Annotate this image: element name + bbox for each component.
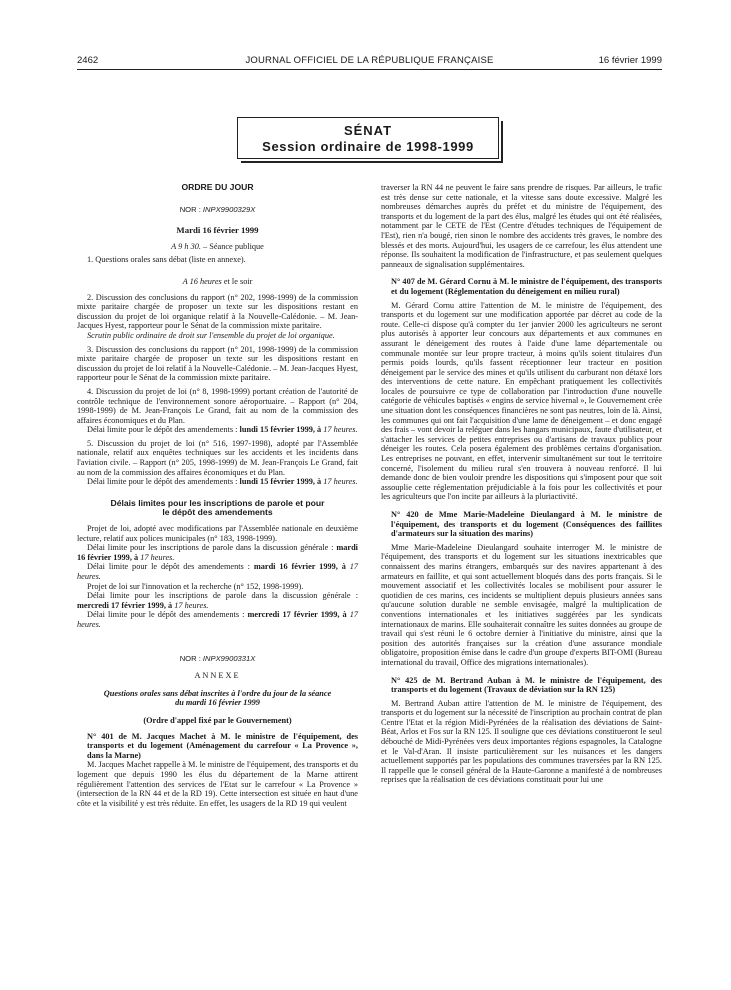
agenda-item-3: 3. Discussion des conclusions du rapport (n° 201, 1998-1999) de la commission mixte paritaire chargée de proposer un texte sur les dispositions restant en discussion du projet de loi relatif à la Nouvelle-Calédonie. – M. Jean-Jacques Hyest, rapporteur pour le Sénat de la commission mixte paritaire. bbox=[77, 344, 358, 383]
agenda-item-2-note: Scrutin public ordinaire de droit sur l'ensemble du projet de loi organique. bbox=[87, 330, 335, 340]
deadline-bill-2-speaking: Délai limite pour les inscriptions de parole dans la discussion générale : mercredi 17 février 1999, à 17 heures. bbox=[77, 591, 358, 610]
page-number: 2462 bbox=[77, 55, 99, 66]
agenda-item-5: 5. Discussion du projet de loi (n° 516, 1997-1998), adopté par l'Assemblée nationale, relatif aux enquêtes techniques sur les accidents et les incidents dans l'aviation civile. – Rapport (n° 205, 1998-1999) de M. Jean-François Le Grand, fait au nom de la commission des affaires économiques et du Plan. bbox=[77, 438, 358, 477]
question-401-body: M. Jacques Machet rappelle à M. le ministre de l'équipement, des transports et du logement que depuis 1990 les élus du département de la Marne attirent régulièrement l'attention des services de l'Etat sur le carrefour « La Provence » (intersection de la RN 44 et de la RD 19). Cette intersection est située en haut d'une côte et la visibilité y est très réduite. En effet, les usagers de la RD 19 qui veulent bbox=[77, 760, 358, 808]
deadline-bill-1-speaking: Délai limite pour les inscriptions de parole dans la discussion générale : mardi 16 février 1999, à 17 heures. bbox=[77, 543, 358, 562]
question-407-heading: N° 407 de M. Gérard Cornu à M. le ministre de l'équipement, des transports et du logement (Réglementation du déneigement en milieu rural) bbox=[391, 277, 662, 296]
question-420-body: Mme Marie-Madeleine Dieulangard souhaite interroger M. le ministre de l'équipement, des transports et du logement sur les situations inextricables que connaissent des marins étrangers, embarqués sur des navires appartenant à des armateurs en faillite, et qui sont actuellement bloqués dans des ports français. Si le mouvement associatif et les collectivités locales se mobilisent pour assurer le quotidien de ces marins, ces incidents se multiplient depuis plusieurs années sans qu'aucune solution durable ne semble envisagée, malgré la multiplication de conventions internationales et les initiatives suggérées par les syndicats internationaux de marins. Elle souhaiterait connaître les suites données au groupe de travail qui s'est réuni le 6 octobre dernier à l'initiative du ministre, ainsi que la position des autorités françaises sur la création d'une assurance mondiale obligatoire, proposition émise dans le cadre d'un groupe d'experts BIT-OMI (Bureau international du travail, Office des migrations internationales). bbox=[381, 542, 662, 667]
order-of-day-title: ORDRE DU JOUR bbox=[181, 182, 254, 192]
nor-reference-2: NOR : INPX9900331X bbox=[179, 653, 256, 663]
journal-title: JOURNAL OFFICIEL DE LA RÉPUBLIQUE FRANÇAISE bbox=[245, 55, 494, 66]
deadline-bill-1-amendments: Délai limite pour le dépôt des amendements : mardi 16 février 1999, à 17 heures. bbox=[77, 562, 359, 581]
page-header bbox=[77, 55, 662, 70]
question-407-body: M. Gérard Cornu attire l'attention de M. le ministre de l'équipement, des transports et du logement sur une modification apportée par décret au code de la route. Celle-ci dispose qu'à compter du 1er janvier 2000 les agriculteurs ne seront plus autorisés à apporter leur concours aux départements et aux communes en assurant le déneigement des routes à l'aide d'une lame départementale ou communale montée sur leur propre tracteur, à moins qu'ils soient titulaires d'un permis poids lourds, qu'ils fassent réceptionner leur tracteur en position déneigement par le service des mines et qu'ils utilisent du carburant non détaxé lors des interventions de cette nature. En empêchant pratiquement les collectivités locales de poursuivre ce type de collaboration par l'introduction d'une nouvelle catégorie de véhicules baptisés « engins de service hivernal », le Gouvernement crée une situation dont les conséquences financières ne sont pas neutres, loin de là. Ainsi, les communes qui ont fait l'acquisition d'une lame de déneigement – et donc engagé des frais – vont devoir la reléguer dans les hangars municipaux, faute d'utilisateur, et s'attacher les services de petites entreprises ou d'artisans de travaux publics pour déneiger les routes. Cela posera également des problèmes certains d'organisation. Les entreprises ne pouvant, en effet, intervenir simultanément sur tout le territoire concerné, l'isolement du milieu rural s'en trouvera à nouveau renforcé. Il lui demande donc de bien vouloir prendre les dispositions qui s'imposent pour que soit assouplie cette réglementation préjudiciable à la fois pour les collectivités et pour les agriculteurs que l'on incite par ailleurs à la pluriactivité. bbox=[381, 300, 662, 502]
annex-subtitle: Questions orales sans débat inscrites à l'ordre du jour de la séance du mardi 16 février 1999 bbox=[103, 688, 332, 708]
question-425-heading: N° 425 de M. Bertrand Auban à M. le ministre de l'équipement, des transports et du logement (Travaux de déviation sur la RN 125) bbox=[391, 675, 662, 695]
session-time-2: A 16 heures et le soir bbox=[182, 276, 253, 286]
nor-reference-1: NOR : INPX9900329X bbox=[179, 204, 256, 214]
call-order: (Ordre d'appel fixé par le Gouvernement) bbox=[143, 715, 292, 725]
agenda-item-2: 2. Discussion des conclusions du rapport (n° 202, 1998-1999) de la commission mixte paritaire chargée de proposer un texte sur les dispositions restant en discussion du projet de loi organique relatif à la Nouvelle-Calédonie. – M. Jean-Jacques Hyest, rapporteur pour le Sénat de la commission mixte paritaire. bbox=[77, 292, 358, 331]
deadline-bill-2-amendments: Délai limite pour le dépôt des amendements : mercredi 17 février 1999, à 17 heures. bbox=[77, 610, 359, 629]
deadline-bill-1: Projet de loi, adopté avec modifications par l'Assemblée nationale en deuxième lecture, relatif aux polices municipales (n° 183, 1998-1999). bbox=[77, 524, 358, 543]
question-420-heading: N° 420 de Mme Marie-Madeleine Dieulangard à M. le ministre de l'équipement, des transports et du logement (Conséquences des faillites d'armateurs sur la situation des marins) bbox=[391, 510, 662, 539]
right-column bbox=[381, 183, 662, 785]
question-401-continuation: traverser la RN 44 ne peuvent le faire sans prendre de risques. Par ailleurs, le trafic est très dense sur cette nationale, et la vitesse sans doute excessive. Malgré les nombreuses démarches auprès du préfet et du ministre de l'équipement, des transports et du logement de la part des élus, malgré les études qui ont été réalisées, notamment par le CETE de l'Est (Centre d'études techniques de l'équipement de l'Est), rien n'a bougé, rien sinon le nombre des accidents très graves, le nombre des blessés et des morts. Aujourd'hui, les usagers de ce carrefour, les élus attendent une réponse. Ils souhaitent la modification de l'infrastructure, et pas seulement quelques panneaux de signalisation supplémentaires. bbox=[381, 183, 662, 269]
deadline-bill-2: Projet de loi sur l'innovation et la recherche (n° 152, 1998-1999). bbox=[87, 581, 304, 591]
deadlines-heading: Délais limites pour les inscriptions de parole et pour le dépôt des amendements bbox=[110, 497, 325, 518]
question-401-heading: N° 401 de M. Jacques Machet à M. le ministre de l'équipement, des transports et du logement (Aménagement du carrefour « La Provence », dans la Marne) bbox=[87, 731, 358, 760]
agenda-item-4: 4. Discussion du projet de loi (n° 8, 1998-1999) portant création de l'autorité de contrôle technique de l'environnement sonore aéroportuaire. – Rapport (n° 204, 1998-1999) de M. Jean-François Le Grand, fait au nom de la commission des affaires économiques et du Plan. bbox=[77, 386, 358, 425]
agenda-item-1: 1. Questions orales sans débat (liste en annexe). bbox=[87, 255, 246, 265]
session-title: Session ordinaire de 1998-1999 bbox=[262, 139, 474, 154]
senate-title: SÉNAT bbox=[343, 123, 393, 138]
agenda-item-5-deadline: Délai limite pour le dépôt des amendements : lundi 15 février 1999, à 17 heures. bbox=[87, 477, 358, 487]
day-heading: Mardi 16 février 1999 bbox=[176, 225, 259, 236]
annex-title: ANNEXE bbox=[194, 671, 241, 681]
left-column bbox=[77, 183, 358, 808]
session-time-1: A 9 h 30. – Séance publique bbox=[171, 241, 264, 251]
agenda-item-4-deadline: Délai limite pour le dépôt des amendements : lundi 15 février 1999, à 17 heures. bbox=[87, 425, 358, 435]
question-425-body: M. Bertrand Auban attire l'attention de M. le ministre de l'équipement, des transports et du logement sur la nécessité de l'inscription au prochain contrat de plan Centre l'Etat et la région Midi-Pyrénées de la réalisation des déviations de Saint-Béat, Arlos et Fos sur la RN 125. Il souligne que ces déviations constitueront le seul débouché de Midi-Pyrénées vers deux importantes régions espagnoles, la Catalogne et le Val-d'Aran. Il insiste particulièrement sur les nuisances et les dangers actuellement supportés par les populations des communes traversées par la RN 125. Il rappelle que le conseil général de la Haute-Garonne a manifesté à de nombreuses reprises que la réalisation de ces déviations constituait pour lui une bbox=[381, 698, 662, 785]
senate-title-box bbox=[237, 117, 499, 159]
issue-date: 16 février 1999 bbox=[598, 55, 662, 66]
